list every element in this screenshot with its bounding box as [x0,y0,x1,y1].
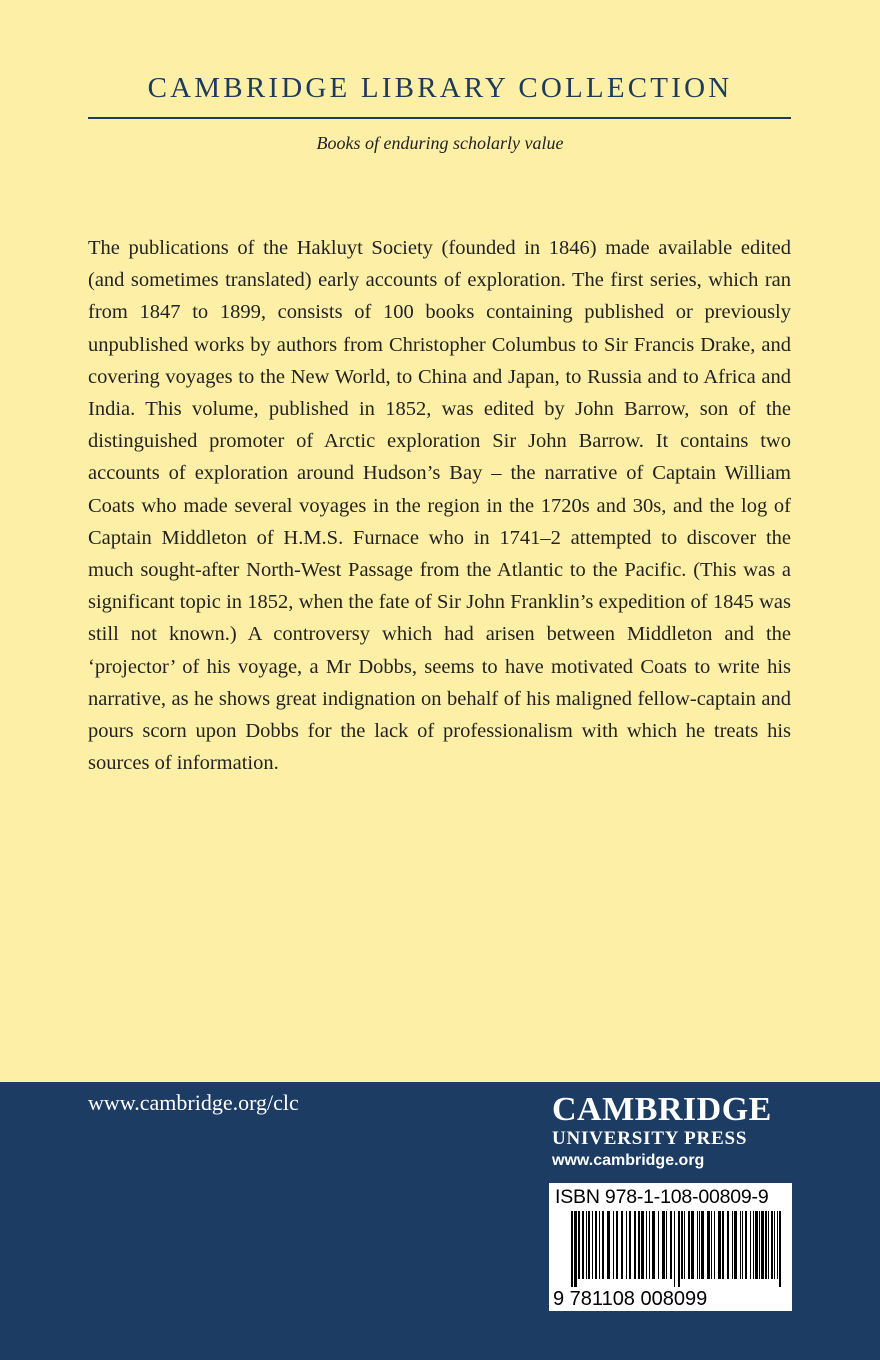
barcode-bar [646,1211,647,1279]
barcode-bar [761,1211,764,1279]
barcode-bar [768,1211,769,1279]
barcode-bar [699,1211,700,1279]
barcode-bar [777,1211,778,1279]
barcode-bar [765,1211,767,1279]
title-divider [88,117,791,119]
series-url: www.cambridge.org/clc [88,1090,299,1115]
barcode-bar [607,1211,610,1279]
barcode-bar [641,1211,644,1279]
barcode-bar [753,1211,754,1279]
barcode-bar [652,1211,655,1279]
barcode-bar [649,1211,650,1279]
barcode-bar [722,1211,724,1279]
barcode-bar [718,1211,721,1279]
barcode-bar [602,1211,604,1279]
barcode-bar [574,1211,577,1287]
barcode-bar [740,1211,741,1279]
barcode-bar [571,1211,573,1287]
series-tagline: Books of enduring scholarly value [316,133,564,153]
barcode-bar [588,1211,590,1279]
barcode-bar [707,1211,710,1279]
publisher-logo-subtitle: UNIVERSITY PRESS [552,1128,748,1149]
barcode-bar [582,1211,584,1279]
barcode-bar [779,1211,781,1287]
barcode-bar [697,1211,698,1279]
barcode-bar [592,1211,593,1279]
isbn-label: ISBN 978-1-108-00809-9 [555,1186,769,1208]
barcode-bar [750,1211,751,1279]
barcode-bar [666,1211,667,1279]
barcode-bar [595,1211,597,1279]
barcode-bar [616,1211,618,1279]
barcode-bar [711,1211,712,1279]
barcode-bar [670,1211,672,1279]
barcode-bar [662,1211,665,1279]
barcode-bar [734,1211,737,1279]
barcode-bar [684,1211,685,1279]
book-description: The publications of the Hakluyt Society (founded in 1846) made available edited (and sometimes translated) early accounts of exploration. The first series, which ran from 1847 to 1899, consists of 100 books containing published or previously unpublished works by authors from Christopher Columbus to Sir Francis Drake, and covering voyages to the New World, to China and Japan, to Russia and to Africa and India. This volume, published in 1852, was edited by John Barrow, son of the distinguished promoter of Arctic exploration Sir John Barrow. It contains two accounts of exploration around Hudson’s Bay – the narrative of Captain William Coats who made several voyages in the region in the 1720s and 30s, and the log of Captain Middleton of H.M.S. Furnace who in 1741–2 attempted to discover the much sought-after North-West Passage from the Atlantic to the Pacific. (This was a significant topic in 1852, when the fate of Sir John Franklin’s expedition of 1845 was still not known.) A controversy which had arisen between Middleton and the ‘projector’ of his voyage, a Mr Dobbs, seems to have motivated Coats to write his narrative, as he shows great indignation on behalf of his maligned fellow-captain and pours scorn upon Dobbs for the lack of professionalism with which he treats his sources of information. [88,237,791,775]
barcode-bar [681,1211,683,1279]
barcode-bar [701,1211,704,1279]
barcode-graphic [549,1209,792,1309]
barcode-bar [745,1211,747,1279]
series-title: CAMBRIDGE LIBRARY COLLECTION [147,72,733,104]
barcode-bar [771,1211,773,1279]
barcode-bar [691,1211,694,1279]
barcode-bar [626,1211,627,1279]
barcode-bar [599,1211,600,1279]
barcode-bar [742,1211,743,1279]
publisher-url: www.cambridge.org [552,1152,705,1169]
barcode-bar [678,1211,680,1287]
barcode-bar [714,1211,715,1279]
barcode-digits: 9 781108 008099 [553,1288,708,1309]
barcode-bar [732,1211,733,1279]
isbn-barcode [549,1183,792,1311]
barcode-bar [578,1211,580,1279]
barcode-bar [755,1211,758,1279]
barcode-bar [613,1211,614,1279]
barcode-bar [629,1211,631,1279]
barcode-bar [621,1211,623,1279]
barcode-bar [688,1211,690,1279]
barcode-bar [727,1211,729,1279]
barcode-bar [638,1211,640,1279]
barcode-bar [634,1211,636,1279]
barcode-bar [586,1211,587,1279]
barcode-bar [774,1211,775,1279]
publisher-logo-name: CAMBRIDGE [552,1091,772,1128]
barcode-bar [674,1211,675,1287]
barcode-bars [571,1211,781,1287]
barcode-bar [658,1211,659,1279]
barcode-bar [759,1211,760,1279]
